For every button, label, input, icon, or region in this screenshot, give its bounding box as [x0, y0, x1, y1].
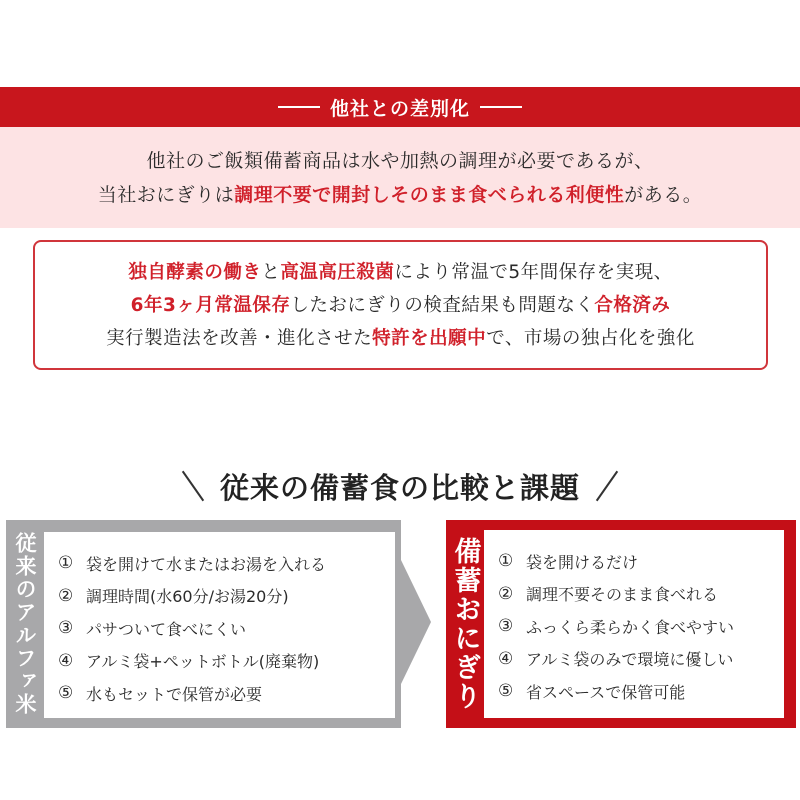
conventional-label	[6, 520, 44, 728]
feature-highlight-enzyme: 独自酵素の働き	[128, 261, 262, 283]
item-number: ①	[58, 553, 74, 574]
list-item	[58, 580, 395, 613]
feature-highlight-passed: 合格済み	[594, 294, 671, 316]
onigiri-list	[484, 530, 784, 708]
slash-right-icon	[596, 471, 618, 502]
item-number: ⑤	[58, 683, 74, 704]
item-text: 袋を開けて水またはお湯を入れる	[86, 554, 327, 574]
banner-dash-right	[480, 106, 522, 108]
intro-line-2-pre: 当社おにぎりは	[97, 183, 235, 206]
intro-highlight: 調理不要で開封しそのまま食べられる利便性	[234, 183, 625, 206]
intro-line-1-text: 他社のご飯類備蓄商品は水や加熱の調理が必要であるが、	[146, 149, 654, 172]
item-number: ⑤	[498, 681, 514, 702]
intro-band	[0, 127, 800, 228]
item-text: 水もセットで保管が必要	[86, 684, 263, 704]
feature-line-2	[131, 289, 671, 322]
intro-line-2-post: がある。	[624, 183, 703, 206]
features-box	[33, 240, 768, 370]
list-item	[58, 547, 395, 580]
section-banner	[0, 87, 800, 127]
feature-line-1-mid: と	[261, 261, 281, 283]
item-number: ④	[58, 650, 74, 671]
banner-title: 他社との差別化	[329, 97, 470, 120]
intro-line-1	[146, 144, 653, 178]
list-item	[58, 645, 395, 678]
intro-line-2	[98, 178, 703, 212]
feature-line-1	[128, 256, 672, 289]
banner-dash-left	[278, 106, 320, 108]
onigiri-list-box	[484, 530, 784, 718]
item-text: パサついて食べにくい	[86, 619, 247, 639]
feature-line-3-pre: 実行製造法を改善・進化させた	[106, 327, 373, 349]
onigiri-label	[446, 520, 484, 728]
feature-line-1-post: により常温で5年間保存を実現、	[394, 261, 673, 283]
list-item	[498, 578, 784, 611]
feature-highlight-sterilization: 高温高圧殺菌	[280, 261, 395, 283]
list-item	[498, 610, 784, 643]
item-text: アルミ袋のみで環境に優しい	[526, 650, 734, 670]
slash-left-icon	[182, 471, 204, 502]
feature-line-2-mid: したおにぎりの検査結果も問題なく	[290, 294, 595, 316]
comparison-title	[0, 464, 800, 508]
feature-highlight-patent: 特許を出願中	[372, 327, 487, 349]
comparison-title-text: 従来の備蓄食の比較と課題	[219, 470, 580, 505]
list-item	[498, 545, 784, 578]
item-number: ④	[498, 648, 514, 669]
item-number: ②	[58, 585, 74, 606]
item-text: 調理不要そのまま食べれる	[526, 585, 719, 605]
item-number: ②	[498, 583, 514, 604]
item-number: ③	[498, 616, 514, 637]
feature-highlight-storage: 6年3ヶ月常温保存	[130, 294, 291, 316]
list-item	[498, 643, 784, 676]
item-text: ふっくら柔らかく食べやすい	[526, 617, 735, 637]
onigiri-label-text: 備蓄おにぎり	[449, 537, 481, 711]
item-number: ①	[498, 551, 514, 572]
conventional-list-box	[44, 532, 395, 718]
onigiri-panel	[446, 520, 796, 728]
list-item	[498, 675, 784, 708]
conventional-list	[44, 532, 395, 710]
feature-line-3-post: で、市場の独占化を強化	[486, 327, 695, 349]
item-text: 省スペースで保管可能	[526, 682, 686, 702]
arrow-right-icon	[401, 560, 431, 684]
item-number: ③	[58, 618, 74, 639]
conventional-label-text: 従来のアルファ米	[13, 532, 37, 716]
conventional-panel	[6, 520, 401, 728]
item-text: 調理時間(水60分/お湯20分)	[86, 587, 289, 607]
list-item	[58, 612, 395, 645]
item-text: アルミ袋+ペットボトル(廃棄物)	[86, 652, 320, 672]
feature-line-3	[106, 322, 695, 355]
list-item	[58, 677, 395, 710]
item-text: 袋を開けるだけ	[526, 552, 639, 572]
